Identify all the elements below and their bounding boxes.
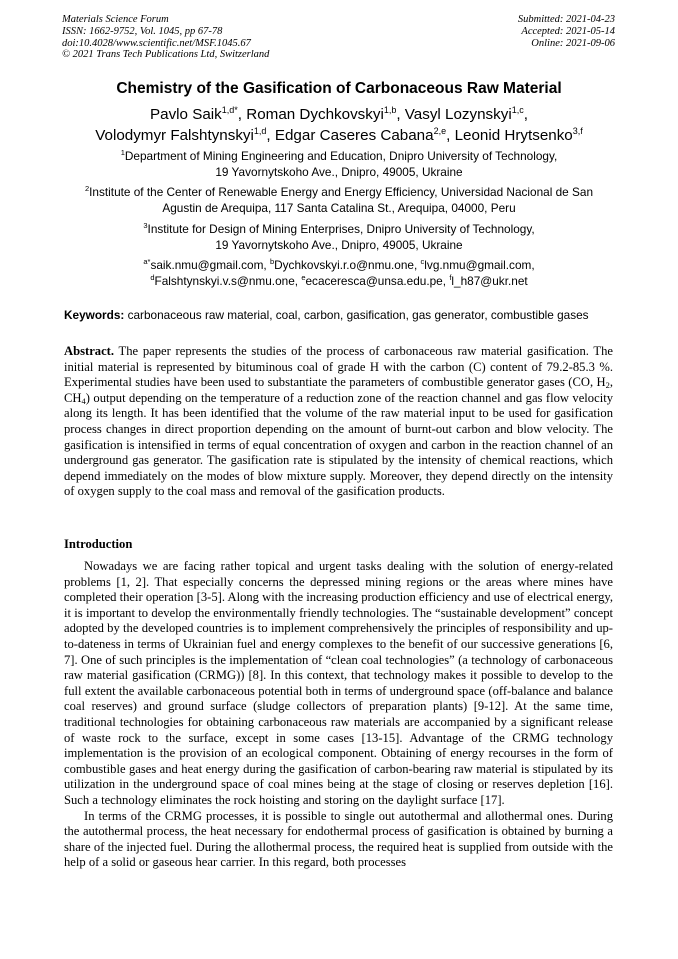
abstract-label: Abstract. xyxy=(64,344,115,358)
email-link[interactable]: saik.nmu@gmail.com xyxy=(150,258,264,272)
keywords-label: Keywords: xyxy=(64,308,125,322)
author-name: Volodymyr Falshtynskyi xyxy=(95,127,254,144)
submitted-date: Submitted: 2021-04-23 xyxy=(517,14,615,25)
affiliation-text: Institute of the Center of Renewable Energy and Energy Efficiency, Universidad Nacional de San xyxy=(89,185,594,199)
email-mark: b xyxy=(269,257,275,266)
abstract xyxy=(64,344,613,500)
email-mark: d xyxy=(150,272,155,282)
affiliation-text: Department of Mining Engineering and Education, Dnipro University of Technology, xyxy=(124,149,558,163)
author-line: Volodymyr Falshtynskyi$^{1,d}$, Edgar Caseres Cabana$^{2,e}$, Leonid Hrytsenko$^{3,f}$ xyxy=(95,126,583,144)
affiliation-3 xyxy=(0,222,678,253)
journal-doi: doi:10.4028/www.scientific.net/MSF.1045.67 xyxy=(62,37,251,49)
email-mark: a* xyxy=(143,257,151,266)
subscript: 4 xyxy=(81,395,86,406)
subscript: 2 xyxy=(605,380,610,391)
affiliation-mark: 2 xyxy=(84,184,90,193)
author-line: Pavlo Saik$^{1,d*}$, Roman Dychkovskyi$^{1,b}$, Vasyl Lozynskyi$^{1,c}$, xyxy=(150,105,528,123)
author-name: Vasyl Lozynskyi xyxy=(404,106,512,123)
affiliation-address: 19 Yavornytskoho Ave., Dnipro, 49005, Ukraine xyxy=(215,237,463,252)
paper-title: Chemistry of the Gasification of Carbonaceous Raw Material xyxy=(116,80,562,97)
submission-dates xyxy=(518,14,615,49)
affiliation-text: Institute for Design of Mining Enterprises, Dnipro University of Technology, xyxy=(147,222,535,236)
email-link[interactable]: ecaceresca@unsa.edu.pe xyxy=(305,273,443,288)
accepted-date: Accepted: 2021-05-14 xyxy=(521,25,615,37)
email-link[interactable]: Falshtynskyi.v.s@nmu.one xyxy=(154,273,295,288)
author-affiliation-mark: 1,c xyxy=(511,105,524,115)
abstract-text: ) output depending on the temperature of a reduction zone of the reaction channel and gas flow velocity along its length. It has been identified that the volume of the raw material input to be used for gasification process changes in direct proportion depending on the amount of burnt-out carbon and blow velocity. The gasification is intensified in terms of equal concentration of oxygen and carbon in the reaction channel of an underground gas generator. The gasification rate is stipulated by the intensity of chemical reactions, which depend immediately on the modes of blow mixture supply. Moreover, they depend directly on the intensity of oxygen supply to the coal mass and removal of the gasification products. xyxy=(64,390,613,499)
author-list xyxy=(0,104,678,146)
journal-copyright: © 2021 Trans Tech Publications Ltd, Switzerland xyxy=(62,49,270,61)
paragraph: Nowadays we are facing rather topical and urgent tasks dealing with the solution of energy-related problems [1, 2]. That especially concerns the depressed mining regions or the areas where mines have completed their operation [3-5]. Along with the increasing production efficiency and use of electrical energy, it is important to develop the environmentally friendly technologies. The “sustainable development” concept adopted by the developed countries is to implement comprehensively the principles of responsibility and up-to-dateness in terms of Ukrainian fuel and energy complexes to the benefit of our successive generations [6, 7]. One of such principles is the implementation of “clean coal technologies” (a technology of carbonaceous raw material gasification (CRMG)) [8]. In this context, that technology makes it possible to develop to the full extent the available carbonaceous potential both in terms of underground space (off-balance and balance coal reserves) and ground surface (sludge collectors of preparation plants) [9-12]. At the same time, traditional technologies for obtaining carbonaceous raw materials are accompanied by a significant release of waste rock to the surface, except in some cases [13-15]. Advantage of the CRMG technology implementation is the provision of an ecological component. Obtaining of energy recourses in the form of combustible gases and heat energy during the gasification of carbon-bearing raw material is stipulated by its utilization in the underground space of coal mines being at the stage of closing or reserves depletion [16]. Such a technology eliminates the rock hoisting and storing on the daylight surface [17]. xyxy=(64,559,613,807)
email-mark: c xyxy=(420,257,425,266)
author-name: Edgar Caseres Cabana xyxy=(274,127,434,144)
journal-issn: ISSN: 1662-9752, Vol. 1045, pp 67-78 xyxy=(62,25,223,37)
email-link[interactable]: Dychkovskyi.r.o@nmu.one xyxy=(274,258,414,272)
author-affiliation-mark: 2,e xyxy=(433,126,447,136)
email-mark: f xyxy=(449,272,452,282)
keywords-text: carbonaceous raw material, coal, carbon, gasification, gas generator, combustible gases xyxy=(127,308,589,322)
author-affiliation-mark: 1,d xyxy=(253,126,267,136)
author-name: Roman Dychkovskyi xyxy=(246,106,384,123)
author-affiliation-mark: 1,b xyxy=(383,105,397,115)
email-mark: e xyxy=(301,272,306,282)
email-link[interactable]: l_h87@ukr.net xyxy=(451,273,528,288)
introduction-body xyxy=(64,559,613,871)
affiliation-address: 19 Yavornytskoho Ave., Dnipro, 49005, Ukraine xyxy=(215,164,463,179)
keywords xyxy=(64,308,624,322)
email-list: $^{a*}$saik.nmu@gmail.com, $^b$Dychkovskyi.r.o@nmu.one, $^c$lvg.nmu@gmail.com, $^d$Falshtynskyi.v.s@nmu.one, $^e$ecaceresca@unsa.edu.pe, $^f$l_h87@ukr.net xyxy=(143,257,535,288)
affiliation-address: Agustin de Arequipa, 117 Santa Catalina St., Arequipa, 04000, Peru xyxy=(162,200,516,215)
email-link[interactable]: lvg.nmu@gmail.com xyxy=(424,258,532,272)
abstract-text: The paper represents the studies of the process of carbonaceous raw material gasification. The initial material is represented by bituminous coal of grade H with the carbon (C) content of 79.2-85.3 %. Experimental studies have been used to substantiate the parameters of combustible generator gases (CO, H xyxy=(64,344,614,390)
abstract-text: , CH xyxy=(64,375,613,405)
author-affiliation-mark: 3,f xyxy=(572,126,583,136)
online-date: Online: 2021-09-06 xyxy=(531,37,615,49)
author-affiliation-mark: 1,d* xyxy=(221,105,238,115)
journal-name: Materials Science Forum xyxy=(62,14,169,25)
author-name: Pavlo Saik xyxy=(150,106,222,123)
affiliation-1 xyxy=(0,149,678,180)
affiliation-2 xyxy=(0,185,678,216)
affiliation-mark: 3 xyxy=(143,221,148,230)
affiliation-mark: 1 xyxy=(120,148,125,157)
journal-info xyxy=(62,14,269,61)
paragraph: In terms of the CRMG processes, it is possible to single out autothermal and allothermal ones. During the autothermal process, the heat necessary for endothermal process of gasification is obtained by burning a share of the injected fuel. During the allothermal process, the required heat is supplied from outside with the help of a solid or gaseous hear carrier. In this regard, both processes xyxy=(64,808,613,870)
section-heading-introduction: Introduction xyxy=(64,537,133,551)
author-name: Leonid Hrytsenko xyxy=(454,127,573,144)
